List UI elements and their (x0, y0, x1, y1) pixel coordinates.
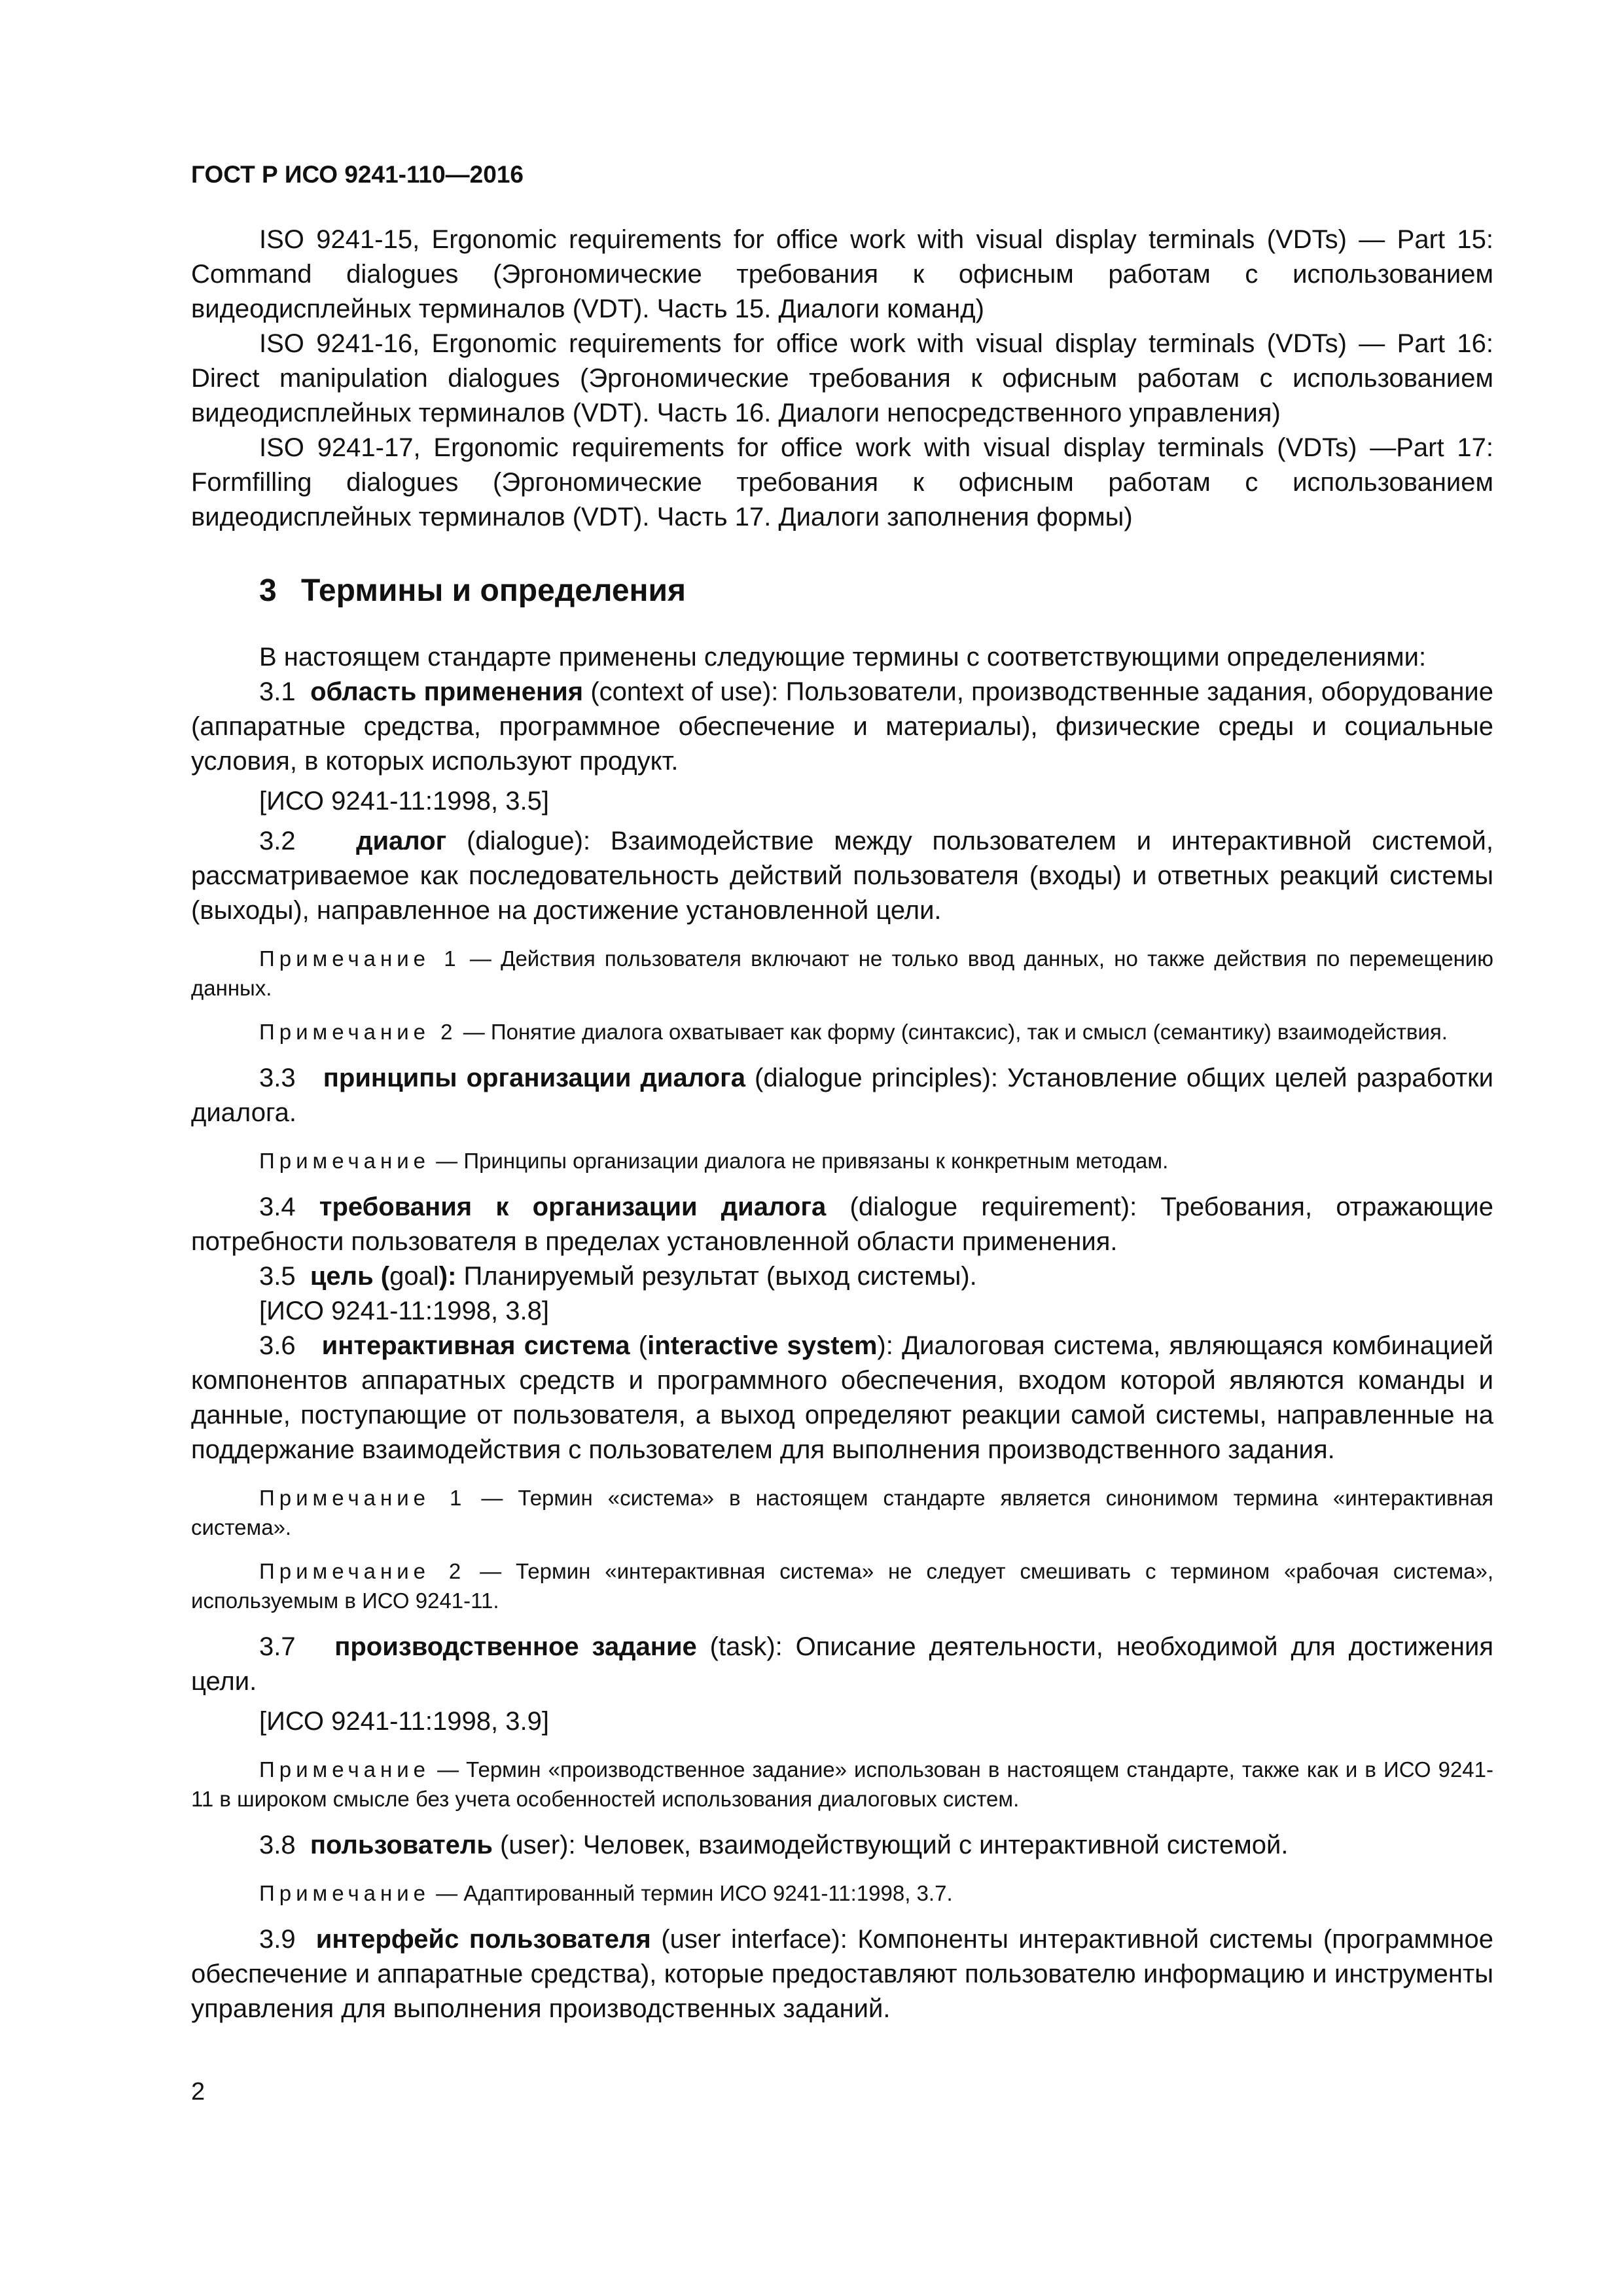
note-label: Примечание 2 (259, 1020, 457, 1044)
document-header: ГОСТ Р ИСО 9241-110—2016 (191, 161, 524, 188)
term-source: [ИСО 9241-11:1998, 3.9] (259, 1707, 549, 1736)
term-name: область применения (310, 677, 584, 706)
term-3-8 (191, 1828, 1493, 1863)
note-text: — Понятие диалога охватывает как форму (синтаксис), так и смысл (семантику) взаимодействия. (457, 1020, 1448, 1044)
reference-iso-9241-15: ISO 9241-15, Ergonomic requirements for office work with visual display terminals (VDTs) — Part 15: Command dialogues (Эргономические требования к офисным работам с использованием видеодисплейных терминалов (VDT). Часть 15. Диалоги команд) (191, 225, 1493, 323)
page-content (191, 223, 1493, 2026)
term-definition: (user): Человек, взаимодействующий с интерактивной системой. (492, 1831, 1289, 1859)
term-name: интерактивная система (321, 1331, 630, 1360)
note-label: Примечание 2 (259, 1559, 466, 1583)
term-name: требования к организации диалога (319, 1193, 827, 1221)
term-number: 3.4 (259, 1193, 296, 1221)
term-english: interactive system (647, 1331, 878, 1360)
term-3-3 (191, 1061, 1493, 1130)
note-3-2-2 (191, 1017, 1493, 1047)
note-label: Примечание (259, 1881, 431, 1905)
note-3-6-2 (191, 1556, 1493, 1615)
term-name: цель ( (310, 1262, 390, 1291)
term-3-9 (191, 1922, 1493, 2026)
term-number: 3.7 (259, 1632, 296, 1661)
section-number: 3 (259, 573, 277, 608)
term-source: [ИСО 9241-11:1998, 3.5] (259, 787, 549, 816)
term-definition: (context of use): Пользователи, производственные задания, оборудование (аппаратные средства, программное обеспечение и материалы), физические среды и социальные условия, в которых используют продукт. (191, 677, 1494, 776)
note-3-6-1 (191, 1483, 1493, 1542)
note-3-2-1 (191, 944, 1493, 1003)
note-text: — Термин «интерактивная система» не следует смешивать с термином «рабочая система», используемым в ИСО 9241-11. (191, 1559, 1493, 1613)
term-3-7 (191, 1630, 1493, 1699)
term-english: goal (389, 1262, 439, 1291)
note-label: Примечание 1 (259, 946, 461, 971)
note-text: — Принципы организации диалога не привязаны к конкретным методам. (430, 1149, 1169, 1173)
note-text: — Адаптированный термин ИСО 9241-11:1998, 3.7. (430, 1881, 953, 1905)
term-number: 3.5 (259, 1262, 296, 1291)
note-label: Примечание 1 (259, 1486, 467, 1510)
section-title: Термины и определения (301, 573, 687, 608)
note-3-7 (191, 1755, 1493, 1814)
term-3-2 (191, 824, 1493, 928)
term-3-1 (191, 675, 1493, 779)
term-number: 3.1 (259, 677, 296, 706)
term-name-close: ): (438, 1262, 457, 1291)
term-name: производственное задание (334, 1632, 697, 1661)
term-paren: ( (630, 1331, 648, 1360)
term-3-5 (191, 1259, 1493, 1294)
section-heading (191, 573, 1493, 609)
note-3-3 (191, 1146, 1493, 1175)
term-3-4 (191, 1190, 1493, 1259)
term-number: 3.9 (259, 1925, 296, 1954)
term-definition: (dialogue principles): Установление общих целей разработки диалога. (191, 1064, 1494, 1127)
reference-iso-9241-17: ISO 9241-17, Ergonomic requirements for office work with visual display terminals (VDTs) —Part 17: Formfilling dialogues (Эргономические требования к офисным работам с использованием видеодисплейных терминалов (VDT). Часть 17. Диалоги заполнения формы) (191, 433, 1493, 531)
term-number: 3.3 (259, 1064, 296, 1092)
note-label: Примечание (259, 1149, 431, 1173)
term-name: пользователь (310, 1831, 493, 1859)
term-name: диалог (356, 827, 447, 855)
term-number: 3.6 (259, 1331, 296, 1360)
reference-iso-9241-16: ISO 9241-16, Ergonomic requirements for office work with visual display terminals (VDTs) — Part 16: Direct manipulation dialogues (Эргономические требования к офисным работам с использованием видеодисплейных терминалов (VDT). Часть 16. Диалоги непосредственного управления) (191, 329, 1493, 427)
term-definition: (task): Описание деятельности, необходимой для достижения цели. (191, 1632, 1493, 1696)
page-number: 2 (191, 2078, 205, 2106)
term-name: принципы организации диалога (323, 1064, 745, 1092)
term-number: 3.8 (259, 1831, 296, 1859)
term-definition: ): Диалоговая система, являющаяся комбинацией компонентов аппаратных средств и программного обеспечения, входом которой являются команды и данные, поступающие от пользователя, а выход определяют реакции самой системы, направленные на поддержание взаимодействия с пользователем для выполнения производственного задания. (191, 1331, 1494, 1464)
note-label: Примечание (259, 1757, 431, 1782)
note-3-8 (191, 1878, 1493, 1908)
term-number: 3.2 (259, 827, 296, 855)
term-definition: (dialogue requirement): Требования, отражающие потребности пользователя в пределах установленной области применения. (191, 1193, 1493, 1256)
note-text: — Действия пользователя включают не только ввод данных, но также действия по перемещению данных. (191, 946, 1493, 1000)
term-definition: Планируемый результат (выход системы). (456, 1262, 977, 1291)
note-text: — Термин «производственное задание» использован в настоящем стандарте, также как и в ИСО 9241-11 в широком смысле без учета особенностей использования диалоговых систем. (191, 1757, 1493, 1811)
term-definition: (user interface): Компоненты интерактивной системы (программное обеспечение и аппаратные средства), которые предоставляют пользователю информацию и инструменты управления для выполнения производственных заданий. (191, 1925, 1494, 2023)
note-text: — Термин «система» в настоящем стандарте является синонимом термина «интерактивная система». (191, 1486, 1493, 1539)
term-name: интерфейс пользователя (315, 1925, 651, 1954)
term-source: [ИСО 9241-11:1998, 3.8] (259, 1297, 549, 1325)
term-3-6 (191, 1329, 1493, 1467)
term-definition: (dialogue): Взаимодействие между пользователем и интерактивной системой, рассматриваемое как последовательность действий пользователя (входы) и ответных реакций системы (выходы), направленное на достижение установленной цели. (191, 827, 1493, 925)
section-intro: В настоящем стандарте применены следующие термины с соответствующими определениями: (259, 643, 1427, 672)
